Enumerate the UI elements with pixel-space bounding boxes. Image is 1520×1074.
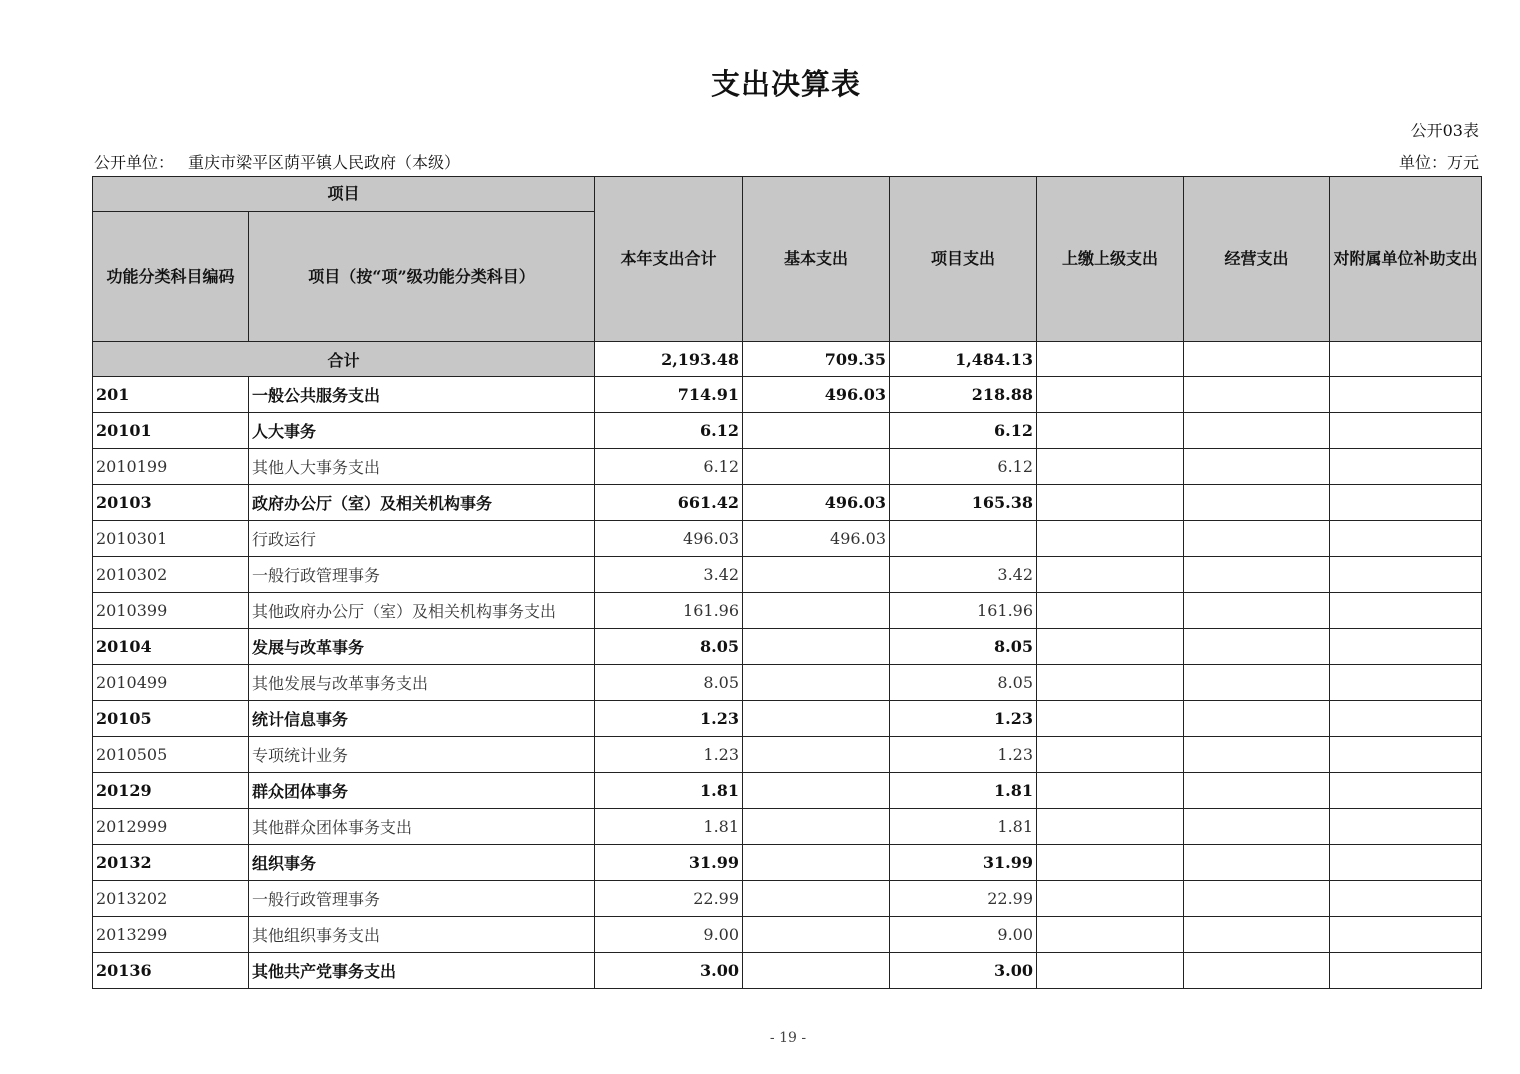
row-name: 人大事务 — [249, 413, 595, 449]
row-business — [1184, 881, 1330, 917]
row-code: 2010199 — [93, 449, 249, 485]
row-upper — [1037, 665, 1184, 701]
row-total: 3.00 — [595, 953, 743, 989]
row-subsidy — [1330, 449, 1482, 485]
row-business — [1184, 737, 1330, 773]
row-code: 2010301 — [93, 521, 249, 557]
row-basic — [743, 413, 890, 449]
row-basic — [743, 737, 890, 773]
row-name: 一般公共服务支出 — [249, 377, 595, 413]
row-total: 3.42 — [595, 557, 743, 593]
row-code: 2010499 — [93, 665, 249, 701]
table-row — [93, 521, 1482, 557]
row-business — [1184, 377, 1330, 413]
row-total: 1.23 — [595, 701, 743, 737]
row-upper — [1037, 809, 1184, 845]
row-project — [890, 521, 1037, 557]
table-row — [93, 881, 1482, 917]
row-subsidy — [1330, 845, 1482, 881]
row-project: 3.00 — [890, 953, 1037, 989]
row-project: 218.88 — [890, 377, 1037, 413]
row-subsidy — [1330, 737, 1482, 773]
row-upper — [1037, 413, 1184, 449]
table-row — [93, 557, 1482, 593]
row-upper — [1037, 881, 1184, 917]
table-row — [93, 593, 1482, 629]
row-code: 2010302 — [93, 557, 249, 593]
total-row — [93, 342, 1482, 377]
header-upper: 上缴上级支出 — [1037, 177, 1184, 342]
row-subsidy — [1330, 485, 1482, 521]
row-code: 2010505 — [93, 737, 249, 773]
total-subsidy — [1330, 342, 1482, 377]
row-total: 661.42 — [595, 485, 743, 521]
row-total: 1.81 — [595, 809, 743, 845]
row-total: 714.91 — [595, 377, 743, 413]
table-row — [93, 413, 1482, 449]
row-basic: 496.03 — [743, 377, 890, 413]
row-business — [1184, 449, 1330, 485]
row-upper — [1037, 485, 1184, 521]
row-name: 其他组织事务支出 — [249, 917, 595, 953]
row-name: 政府办公厅（室）及相关机构事务 — [249, 485, 595, 521]
total-business — [1184, 342, 1330, 377]
row-basic — [743, 629, 890, 665]
row-subsidy — [1330, 701, 1482, 737]
row-code: 20136 — [93, 953, 249, 989]
row-basic — [743, 701, 890, 737]
row-upper — [1037, 449, 1184, 485]
row-total: 1.23 — [595, 737, 743, 773]
row-project: 1.81 — [890, 773, 1037, 809]
row-business — [1184, 485, 1330, 521]
row-project: 8.05 — [890, 629, 1037, 665]
table-row — [93, 629, 1482, 665]
row-basic — [743, 665, 890, 701]
row-business — [1184, 413, 1330, 449]
row-name: 行政运行 — [249, 521, 595, 557]
row-subsidy — [1330, 413, 1482, 449]
table-row — [93, 953, 1482, 989]
row-name: 其他人大事务支出 — [249, 449, 595, 485]
row-name: 其他政府办公厅（室）及相关机构事务支出 — [249, 593, 595, 629]
header-project-group: 项目 — [93, 177, 595, 212]
row-name: 组织事务 — [249, 845, 595, 881]
row-project: 161.96 — [890, 593, 1037, 629]
row-project: 3.42 — [890, 557, 1037, 593]
row-subsidy — [1330, 809, 1482, 845]
row-business — [1184, 953, 1330, 989]
header-project: 项目支出 — [890, 177, 1037, 342]
row-subsidy — [1330, 593, 1482, 629]
unit-label: 公开单位： — [94, 153, 175, 172]
row-upper — [1037, 737, 1184, 773]
row-business — [1184, 521, 1330, 557]
row-upper — [1037, 917, 1184, 953]
row-name: 一般行政管理事务 — [249, 881, 595, 917]
total-label: 合计 — [93, 342, 595, 377]
row-basic — [743, 845, 890, 881]
row-business — [1184, 557, 1330, 593]
row-subsidy — [1330, 917, 1482, 953]
row-total: 6.12 — [595, 449, 743, 485]
row-basic — [743, 809, 890, 845]
row-project: 1.81 — [890, 809, 1037, 845]
table-row — [93, 485, 1482, 521]
row-project: 8.05 — [890, 665, 1037, 701]
row-basic — [743, 881, 890, 917]
row-name: 群众团体事务 — [249, 773, 595, 809]
row-project: 165.38 — [890, 485, 1037, 521]
table-row — [93, 773, 1482, 809]
row-basic — [743, 593, 890, 629]
table-row — [93, 917, 1482, 953]
row-upper — [1037, 701, 1184, 737]
row-project: 1.23 — [890, 737, 1037, 773]
total-sum: 2,193.48 — [595, 342, 743, 377]
header-code: 功能分类科目编码 — [93, 212, 249, 342]
row-upper — [1037, 593, 1184, 629]
row-name: 其他发展与改革事务支出 — [249, 665, 595, 701]
row-project: 6.12 — [890, 449, 1037, 485]
table-row — [93, 449, 1482, 485]
row-total: 8.05 — [595, 665, 743, 701]
row-code: 20101 — [93, 413, 249, 449]
row-basic — [743, 773, 890, 809]
row-code: 20105 — [93, 701, 249, 737]
row-project: 31.99 — [890, 845, 1037, 881]
table-row — [93, 845, 1482, 881]
page-title: 支出决算表 — [710, 67, 861, 101]
row-upper — [1037, 629, 1184, 665]
row-code: 20132 — [93, 845, 249, 881]
table-number: 公开03表 — [1410, 121, 1479, 140]
table-row — [93, 737, 1482, 773]
row-basic — [743, 557, 890, 593]
expenditure-table — [92, 176, 1482, 989]
row-project: 9.00 — [890, 917, 1037, 953]
row-name: 其他群众团体事务支出 — [249, 809, 595, 845]
reporting-unit — [94, 150, 460, 173]
row-name: 统计信息事务 — [249, 701, 595, 737]
row-upper — [1037, 521, 1184, 557]
row-upper — [1037, 557, 1184, 593]
total-project: 1,484.13 — [890, 342, 1037, 377]
row-business — [1184, 665, 1330, 701]
row-subsidy — [1330, 629, 1482, 665]
row-upper — [1037, 377, 1184, 413]
row-total: 6.12 — [595, 413, 743, 449]
header-name: 项目（按“项”级功能分类科目） — [249, 212, 595, 342]
row-total: 9.00 — [595, 917, 743, 953]
row-total: 22.99 — [595, 881, 743, 917]
row-business — [1184, 917, 1330, 953]
row-name: 发展与改革事务 — [249, 629, 595, 665]
row-code: 2013299 — [93, 917, 249, 953]
row-total: 161.96 — [595, 593, 743, 629]
header-subsidy: 对附属单位补助支出 — [1330, 177, 1482, 342]
total-upper — [1037, 342, 1184, 377]
row-business — [1184, 629, 1330, 665]
row-upper — [1037, 845, 1184, 881]
row-subsidy — [1330, 953, 1482, 989]
row-code: 2012999 — [93, 809, 249, 845]
header-total: 本年支出合计 — [595, 177, 743, 342]
row-business — [1184, 773, 1330, 809]
row-name: 其他共产党事务支出 — [249, 953, 595, 989]
row-upper — [1037, 953, 1184, 989]
row-code: 2010399 — [93, 593, 249, 629]
row-business — [1184, 809, 1330, 845]
row-project: 22.99 — [890, 881, 1037, 917]
row-total: 496.03 — [595, 521, 743, 557]
row-subsidy — [1330, 881, 1482, 917]
row-upper — [1037, 773, 1184, 809]
row-project: 1.23 — [890, 701, 1037, 737]
table-row — [93, 701, 1482, 737]
row-name: 一般行政管理事务 — [249, 557, 595, 593]
row-subsidy — [1330, 665, 1482, 701]
row-business — [1184, 593, 1330, 629]
row-subsidy — [1330, 773, 1482, 809]
row-basic — [743, 449, 890, 485]
row-name: 专项统计业务 — [249, 737, 595, 773]
table-row — [93, 809, 1482, 845]
row-total: 31.99 — [595, 845, 743, 881]
row-code: 20103 — [93, 485, 249, 521]
page-number: - 19 - — [769, 1030, 807, 1046]
row-basic — [743, 953, 890, 989]
table-row — [93, 665, 1482, 701]
row-subsidy — [1330, 557, 1482, 593]
table-row — [93, 377, 1482, 413]
row-basic — [743, 917, 890, 953]
total-basic: 709.35 — [743, 342, 890, 377]
unit-name: 重庆市梁平区荫平镇人民政府（本级） — [188, 153, 461, 172]
row-code: 20104 — [93, 629, 249, 665]
header-basic: 基本支出 — [743, 177, 890, 342]
header-business: 经营支出 — [1184, 177, 1330, 342]
row-subsidy — [1330, 521, 1482, 557]
currency-unit: 单位：万元 — [1398, 153, 1479, 172]
row-subsidy — [1330, 377, 1482, 413]
row-code: 201 — [93, 377, 249, 413]
row-basic: 496.03 — [743, 521, 890, 557]
row-code: 20129 — [93, 773, 249, 809]
row-project: 6.12 — [890, 413, 1037, 449]
row-business — [1184, 701, 1330, 737]
row-code: 2013202 — [93, 881, 249, 917]
row-total: 8.05 — [595, 629, 743, 665]
row-basic: 496.03 — [743, 485, 890, 521]
row-business — [1184, 845, 1330, 881]
row-total: 1.81 — [595, 773, 743, 809]
